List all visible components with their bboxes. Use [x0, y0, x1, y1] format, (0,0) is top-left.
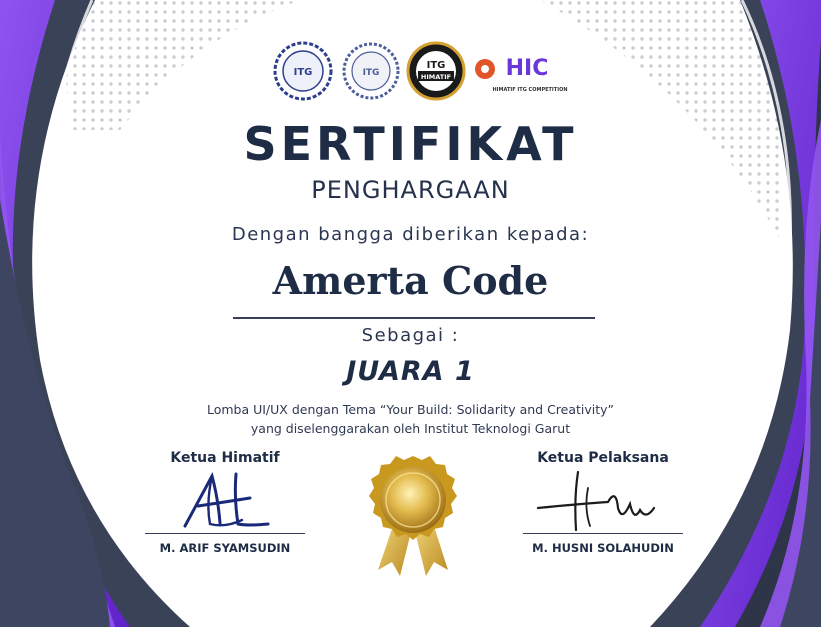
logo3-text-top: ITG	[426, 60, 446, 71]
recipient-name: Amerta Code	[272, 258, 549, 303]
itg-logo-2	[344, 44, 398, 98]
description-line-1: Lomba UI/UX dengan Tema “Your Build: Solidarity and Creativity”	[206, 402, 615, 417]
name-underline	[233, 317, 595, 319]
signature-left-role: Ketua Himatif	[170, 450, 280, 466]
signature-right-name: M. HUSNI SOLAHUDIN	[532, 541, 674, 555]
logo-row	[272, 40, 572, 102]
gold-medal-icon	[369, 456, 457, 576]
signature-right	[518, 450, 688, 555]
signature-right-graphic	[518, 468, 688, 534]
signature-right-role: Ketua Pelaksana	[537, 450, 669, 466]
rank-text: JUARA 1	[346, 356, 475, 387]
logo4-text: HIC	[505, 56, 549, 81]
logo3-text-bottom: HIMATIF	[420, 73, 452, 81]
signature-left-line	[145, 533, 305, 534]
logo2-text: ITG	[362, 68, 380, 78]
signature-left	[140, 450, 310, 555]
logo4-caption: HIMATIF ITG COMPETITION	[492, 87, 568, 93]
signature-right-line	[523, 533, 683, 534]
certificate-subtitle: PENGHARGAAN	[311, 176, 510, 204]
itg-logo-1	[275, 43, 331, 99]
signature-left-name: M. ARIF SYAMSUDIN	[159, 541, 291, 555]
given-to-text: Dengan bangga diberikan kepada:	[231, 224, 590, 245]
description-line-2: yang diselenggarakan oleh Institut Teknologi Garut	[250, 421, 571, 436]
certificate-title: SERTIFIKAT	[243, 117, 578, 171]
himatif-logo	[408, 43, 464, 99]
as-text: Sebagai :	[361, 325, 460, 346]
logo1-text: ITG	[293, 67, 313, 78]
hic-logo	[475, 56, 568, 93]
signature-left-graphic	[140, 468, 310, 534]
